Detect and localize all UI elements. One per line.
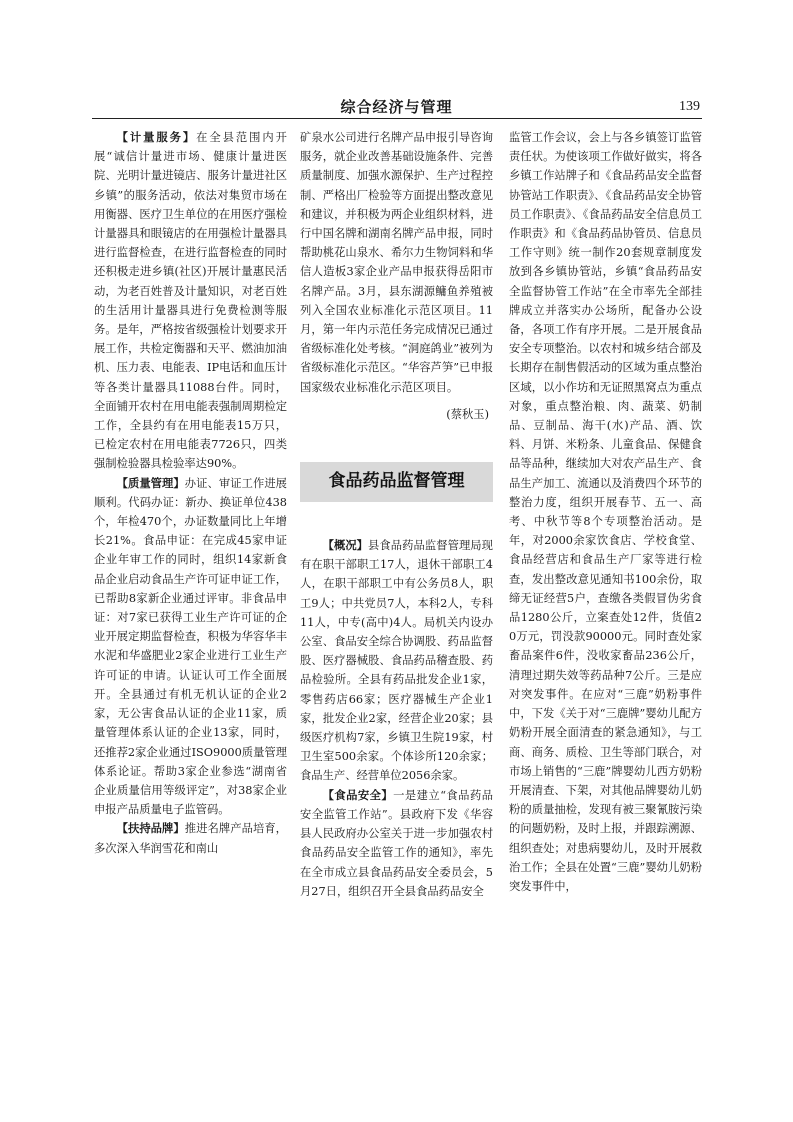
paragraph-brand-support xyxy=(94,819,287,857)
paragraph-continued: 监管工作会议，会上与各乡镇签订监管责任状。为使该项工作做好做实，将各乡镇工作站牌子和《食品药品安全监督协管站工作职责》、《食品药品安全协管员工作职责》、《食品药品安全信息员工作职责》和《食品药品协管员、信息员工作守则》统一制作20套规章制度发放到各乡镇协管站，乡镇“食品药品安全监督协管工作站”在全市率先全部挂牌成立并落实办公场所，配备办公设备，各项工作有序开展。二是开展食品安全专项整治。以农村和城乡结合部及长期存在制售假活动的区域为重点整治区域，以小作坊和无证照黑窝点为重点对象，重点整治粮、肉、蔬菜、奶制品、豆制品、海干(水)产品、酒、饮料、月饼、米粉条、儿童食品、保健食品等品种，继续加大对农产品生产、食品生产加工、流通以及消费四个环节的整治力度，组织开展春节、五一、高考、中秋节等8个专项整治活动。是年，对2000余家饮食店、学校食堂、食品经营店和食品生产厂家等进行检查，发出整改意见通知书100余份，取缔无证经营5户，查缴各类假冒伪劣食品1280公斤，立案查处12件，货值20万元，罚没款90000元。同时查处家畜品案件6件，没收家畜品236公斤，清理过期失效等药品种7公斤。三是应对突发事件。在应对“三鹿”奶粉事件中，下发《关于对“三鹿牌”婴幼儿配方奶粉开展全面清查的紧急通知》，与工商、商务、质检、卫生等部门联合，对市场上销售的“三鹿”牌婴幼儿西方奶粉开展清查、下架，对其他品牌婴幼儿奶粉的质量抽检，发现有被三聚氰胺污染的问题奶粉，及时上报，并跟踪溯源、组织查处；对患病婴幼儿，及时开展救治工作；全县在处置“三鹿”婴幼儿奶粉突发事件中， xyxy=(509,131,702,893)
paragraph-overview xyxy=(300,536,493,786)
section-label: 【食品安全】 xyxy=(322,788,394,802)
page-number: 139 xyxy=(679,99,700,114)
section-label: 【计量服务】 xyxy=(116,131,197,144)
paragraph-continued: 矿泉水公司进行名牌产品申报引导咨询服务，就企业改善基础设施条件、完善质量制度、加强水源保护、生产过程控制、严格出厂检验等方面提出整改意见和建议，并积极为两企业组织材料，进行中国名牌和湖南名牌产品申报，同时帮助桃花山泉水、希尔力生物饲料和华信人造板3家企业产品申报获得岳阳市名牌产品。3月，县东湖源鳙鱼养殖被列入全国农业标准化示范区项目。11月，第一年内示范任务完成情况已通过省级标准化处考核。“洞庭鸽业”被列为省级标准化示范区。“华容芦笋”已申报国家级农业标准化示范区项目。 xyxy=(300,131,493,394)
paragraph-text: 在全县范围内开展“诚信计量进市场、健康计量进医院、光明计量进镜店、服务计量进社区乡镇”的服务活动，依法对集贸市场在用衡器、医疗卫生单位的在用医疗强检计量器具和眼镜店的在用强检计量器具进行监督检查，在进行监督检查的同时还积极走进乡镇(社区)开展计量惠民活动，为老百姓普及计量知识，对老百姓的生活用计量器具进行免费检测等服务。是年，严格按省级强检计划要求开展工作，共检定衡器和天平、燃油加油机、压力表、电能表、IP电话和血压计等各类计量器具11088台件。同时，全面铺开农村在用电能表强制周期检定工作，全县约有在用电能表15万只，已检定农村在用电能表7726只，四类强制检验器具检验率达90%。 xyxy=(94,131,287,471)
paragraph-text: 办证、审证工作进展顺利。代码办证：新办、换证单位438个，年检470个，办证数量同比上年增长21%。食品申证：在完成45家申证企业年审工作的同时，组织14家新食品企业启动食品生产许可证申证工作，已帮助8家新企业通过评审。非食品申证：对7家已获得工业生产许可证的企业开展定期监督检查，积极为华容华丰水泥和华盛肥业2家企业进行工业生产许可证的申请。认证认可工作全面展开。全县通过有机无机认证的企业2家，无公害食品认证的企业11家，质量管理体系认证的企业13家，同时，还推荐2家企业通过ISO9000质量管理体系论证。帮助3家企业参选“湖南省企业质量信用等级评定”，对38家企业申报产品质量电子监管码。 xyxy=(94,476,287,817)
header-divider xyxy=(92,118,702,119)
paragraph-text: 推进名牌产品培育，多次深入华润雪花和南山 xyxy=(94,822,287,855)
section-label: 【扶持品牌】 xyxy=(116,822,185,836)
text-column-3 xyxy=(509,128,702,896)
paragraph-quality-management xyxy=(94,474,287,820)
paragraph-metrology-service xyxy=(94,128,287,474)
text-column-2 xyxy=(300,128,493,901)
running-header-title: 综合经济与管理 xyxy=(340,98,453,116)
paragraph-food-safety xyxy=(300,786,493,901)
paragraph-text: 一是建立“食品药品安全监管工作站”。县政府下发《华容县人民政府办公室关于进一步加强农村食品药品安全监管工作的通知》，率先在全市成立县食品药品安全委员会，5月27日，组织召开全县食品药品安全 xyxy=(300,788,493,898)
section-label: 【概况】 xyxy=(322,539,369,553)
text-column-1 xyxy=(94,128,287,858)
section-heading: 食品药品监督管理 xyxy=(300,462,493,502)
paragraph-text: 县食品药品监督管理局现有在职干部职工17人，退休干部职工4人，在职干部职工中有公务员8人，职工9人；中共党员7人，本科2人，专科11人，中专(高中)4人。局机关内设办公室、食品安全综合协调股、药品监督股、医疗器械股、食品药品稽查股、药品检验所。全县有药品批发企业1家，零售药店66家；医疗器械生产企业1家，批发企业2家，经营企业20家；县级医疗机构7家，乡镇卫生院19家，村卫生室500余家。个体诊所120余家；食品生产、经营单位2056余家。 xyxy=(300,539,493,783)
author-attribution: (蔡秋玉) xyxy=(446,407,489,421)
section-label: 【质量管理】 xyxy=(116,476,185,490)
